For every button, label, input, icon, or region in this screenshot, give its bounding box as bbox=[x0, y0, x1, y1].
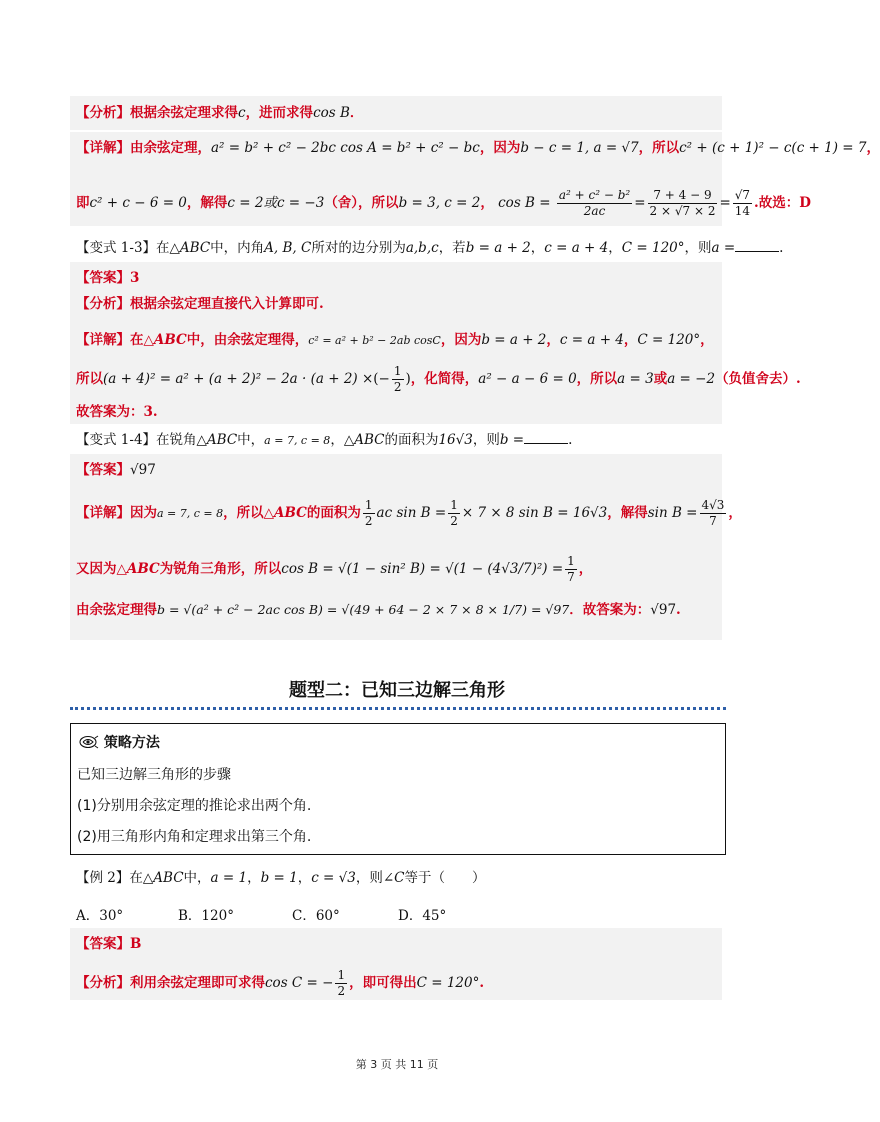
example-2-answer: 【答案】B 【分析】利用余弦定理即可求得cos C = − $\frac{1}{2}$ ，即可得出C = 120°. bbox=[70, 928, 722, 1000]
option-a: A．30° bbox=[76, 908, 124, 924]
detail-tag: 【详解】 bbox=[76, 140, 130, 156]
analysis-tag: 【分析】 bbox=[76, 105, 130, 121]
page-footer: 第 3 页 共 11 页 bbox=[355, 1058, 439, 1071]
option-c: C．60° bbox=[292, 908, 340, 924]
fraction: $\frac{1}{2}$ bbox=[450, 498, 458, 528]
analysis-tag: 【分析】 bbox=[76, 975, 130, 991]
answer-blank bbox=[735, 239, 779, 252]
fraction: $\frac{1}{2}$ bbox=[337, 968, 346, 998]
fraction: $\frac{1}{2}$ bbox=[393, 364, 402, 394]
strategy-heading: 策略方法 bbox=[103, 735, 160, 751]
dotted-divider bbox=[70, 707, 726, 710]
option-d: D．45° bbox=[398, 908, 447, 924]
fraction: $\frac{4√3}{7}$ bbox=[701, 498, 725, 528]
variant-1-4-answer: 【答案】√97 【详解】因为a = 7, c = 8，所以△ABC的面积为 $\frac{1}{2}$ ac sin B = $\frac{1}{2}$ × 7 × 8 sin B = 16√3，解得sin B = $\frac{4√3}{7}$ ， 又因为△ABC为锐角三角形，所以cos B = √(1 − sin² B) = √(1 − (4√3/7)²) = $\frac{1}{7}$ ， 由余弦定理得b = √(a² + c² − 2ac cos B) = √(49 + 64 − 2 × 7 × 8 × 1/7) = √97．故答案为：√97. bbox=[70, 454, 722, 640]
fraction: $\frac{1}{7}$ bbox=[567, 554, 575, 584]
detail-tag: 【详解】 bbox=[76, 505, 130, 521]
variant-1-4-question: 【变式 1-4】在锐角△ABC中，a = 7, c = 8，△ABC的面积为16√3，则b = . bbox=[76, 432, 573, 448]
variant-1-3-question: 【变式 1-3】在△ABC中，内角A, B, C所对的边分别为a,b,c，若b = a + 2，c = a + 4，C = 120°，则a = . bbox=[76, 240, 784, 256]
strategy-box bbox=[70, 723, 726, 855]
detail-block-1: 【详解】由余弦定理，a² = b² + c² − 2bc cos A = b² + c² − bc，因为b − c = 1, a = √7，所以c² + (c + 1)² − c(c + 1) = 7， 即c² + c − 6 = 0，解得c = 2或c = −3（舍），所以b = 3, c = 2， cos B = $\frac{\text{a² + c² − b²}}{2ac}$ = $\frac{7 + 4 - 9}{2 \times √7 \times 2}$ = $\frac{√7}{14}$ .故选：D bbox=[70, 132, 722, 226]
answer-tag: 【答案】 bbox=[76, 462, 130, 478]
answer-blank bbox=[524, 431, 568, 444]
section-title: 题型二：已知三边解三角形 bbox=[289, 680, 505, 701]
strategy-icon bbox=[79, 735, 104, 751]
strategy-line-3: (2)用三角形内角和定理求出第三个角. bbox=[77, 829, 312, 845]
detail-tag: 【详解】 bbox=[76, 332, 130, 348]
option-b: B．120° bbox=[178, 908, 234, 924]
strategy-line-2: (1)分别用余弦定理的推论求出两个角. bbox=[77, 798, 312, 814]
fraction: $\frac{\text{a² + c² − b²}}{2ac}$ bbox=[558, 188, 631, 218]
fraction: $\frac{√7}{14}$ bbox=[734, 188, 751, 218]
analysis-tag: 【分析】 bbox=[76, 296, 130, 312]
answer-tag: 【答案】 bbox=[76, 270, 130, 286]
strategy-line-1: 已知三边解三角形的步骤 bbox=[77, 767, 231, 783]
fraction: $\frac{1}{2}$ bbox=[364, 498, 373, 528]
fraction: $\frac{7 + 4 - 9}{2 \times √7 \times 2}$ bbox=[649, 188, 716, 218]
answer-tag: 【答案】 bbox=[76, 936, 130, 952]
example-2-question: 【例 2】在△ABC中，a = 1，b = 1，c = √3，则∠C等于（ ） bbox=[76, 870, 486, 886]
variant-1-3-answer: 【答案】3 【分析】根据余弦定理直接代入计算即可. 【详解】在△ABC中，由余弦定理得，c² = a² + b² − 2ab cosC，因为b = a + 2，c = a + 4，C = 120°， 所以(a + 4)² = a² + (a + 2)² − 2a · (a + 2) ×(− $\frac{1}{2}$ )，化简得，a² − a − 6 = 0，所以a = 3或a = −2（负值舍去）. 故答案为：3. bbox=[70, 262, 722, 424]
analysis-block-1: 【分析】根据余弦定理求得c，进而求得cos B． bbox=[70, 96, 722, 130]
